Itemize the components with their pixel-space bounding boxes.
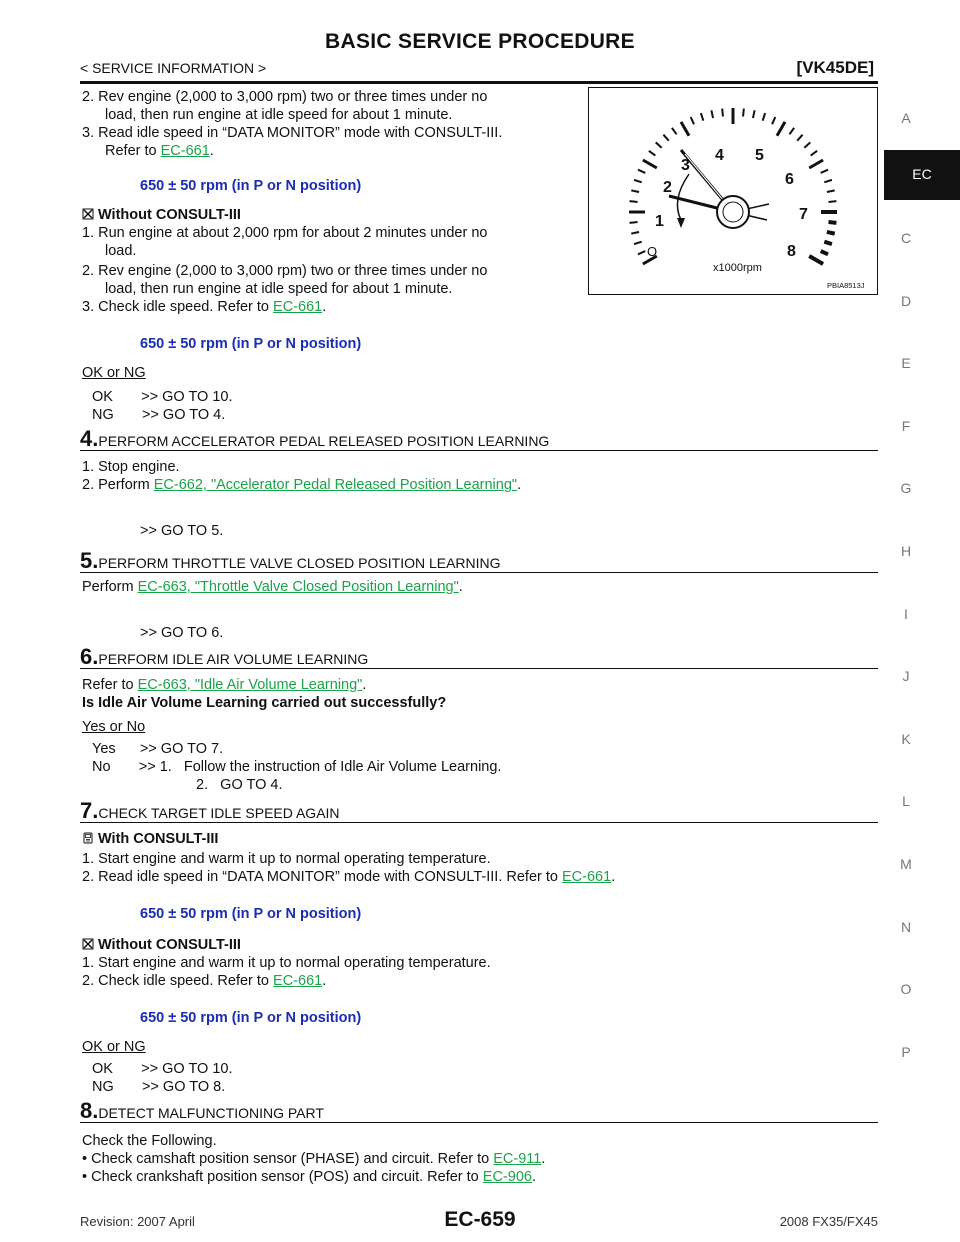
link-ec-911[interactable]: EC-911 (493, 1151, 542, 1167)
step5-goto: >> GO TO 6. (140, 625, 224, 641)
tick-label-6: 6 (785, 171, 794, 188)
gauge-tick (711, 110, 713, 118)
tachometer-figure (588, 87, 878, 295)
sidebar-item-k[interactable]: K (901, 730, 911, 747)
gauge-tick (824, 242, 832, 244)
step5-line1: Perform EC-663, "Throttle Valve Closed Position Learning". (82, 579, 463, 595)
step3-w1b: load. (105, 243, 137, 259)
result-no-sub: 2. GO TO 4. (196, 777, 283, 793)
link-ec-906[interactable]: EC-906 (482, 1169, 532, 1185)
link-ec-661[interactable]: EC-661 (562, 869, 612, 885)
model-code: [VK45DE] (796, 58, 874, 77)
gauge-tick (681, 122, 689, 136)
tick-label-0: O (647, 244, 658, 259)
with-consult-heading: With CONSULT-III (82, 830, 218, 848)
breadcrumb: < SERVICE INFORMATION > (80, 60, 267, 76)
step7-heading: 7.CHECK TARGET IDLE SPEED AGAIN (80, 798, 878, 823)
result-ng: NG >> GO TO 4. (92, 407, 226, 423)
gauge-tick (809, 256, 823, 264)
gauge-tick (797, 135, 802, 141)
gauge-tick (722, 109, 723, 117)
spec-idle-speed: 650 ± 50 rpm (in P or N position) (140, 336, 362, 352)
step4-line2: 2. Perform EC-662, "Accelerator Pedal Released Position Learning". (82, 477, 522, 493)
step8-bullet2: • Check crankshaft position sensor (POS) and circuit. Refer to EC-906. (82, 1169, 536, 1185)
tick-label-8: 8 (787, 243, 796, 260)
result-ok: OK >> GO TO 10. (92, 389, 233, 405)
sidebar-item-g[interactable]: G (900, 480, 912, 497)
gauge-tick (701, 113, 703, 121)
step4-heading: 4.PERFORM ACCELERATOR PEDAL RELEASED POSITION LEARNING (80, 426, 878, 451)
sidebar-tab-ec[interactable] (884, 150, 960, 200)
gauge-tick (691, 117, 694, 124)
sidebar-item-l[interactable]: L (902, 793, 910, 810)
gauge-tick (672, 128, 677, 134)
step4-line1: 1. Stop engine. (82, 459, 180, 475)
gauge-tick (630, 201, 638, 202)
sidebar-item-m[interactable]: M (900, 856, 912, 872)
result-ok: OK >> GO TO 10. (92, 1061, 233, 1077)
step3-line2b: load, then run engine at idle speed for about 1 minute. (105, 107, 453, 123)
step3-w2a: 2. Rev engine (2,000 to 3,000 rpm) two or three times under no (82, 263, 488, 279)
step3-line2a: 2. Rev engine (2,000 to 3,000 rpm) two or three times under no (82, 89, 488, 105)
header-rule (80, 81, 878, 84)
ok-ng-label: OK or NG (82, 365, 146, 381)
without-consult-heading: Without CONSULT-III (82, 936, 241, 954)
step5-heading: 5.PERFORM THROTTLE VALVE CLOSED POSITION LEARNING (80, 548, 878, 573)
gauge-tick (763, 113, 765, 121)
gauge-tick (634, 242, 642, 244)
spec-idle-speed: 650 ± 50 rpm (in P or N position) (140, 906, 362, 922)
footer-revision: Revision: 2007 April (80, 1214, 195, 1229)
gauge-tick (656, 142, 662, 147)
step7-w1: 1. Start engine and warm it up to normal operating temperature. (82, 955, 491, 971)
tachometer-gauge (589, 88, 877, 294)
no-consult-icon (82, 208, 94, 220)
figure-code: PBIA8513J (827, 281, 865, 290)
consult-tool-icon (82, 832, 94, 844)
sidebar-item-o[interactable]: O (900, 981, 912, 998)
step3-w3: 3. Check idle speed. Refer to EC-661. (82, 299, 327, 315)
sidebar-item-j[interactable]: J (902, 668, 910, 685)
gauge-tick (631, 232, 639, 234)
gauge-tick (828, 222, 836, 223)
gauge-tick (663, 135, 668, 141)
sidebar-item-d[interactable]: D (900, 292, 912, 309)
step6-heading: 6.PERFORM IDLE AIR VOLUME LEARNING (80, 644, 878, 669)
step6-question: Is Idle Air Volume Learning carried out successfully? (82, 695, 447, 711)
step3-line3b: Refer to EC-661. (105, 143, 214, 159)
gauge-tick (743, 109, 744, 117)
page-number: EC-659 (444, 1208, 516, 1231)
step3-line3a: 3. Read idle speed in “DATA MONITOR” mode with CONSULT-III. (82, 125, 503, 141)
gauge-tick (821, 170, 828, 173)
sidebar-item-i[interactable]: I (904, 605, 908, 622)
step7-w2: 2. Check idle speed. Refer to EC-661. (82, 973, 327, 989)
link-ec-662[interactable]: EC-662, "Accelerator Pedal Released Position Learning" (153, 477, 518, 493)
gauge-tick (772, 117, 775, 124)
sidebar-item-c[interactable]: C (900, 230, 912, 246)
link-ec-661[interactable]: EC-661 (160, 143, 210, 159)
step8-heading: 8.DETECT MALFUNCTIONING PART (80, 1098, 878, 1123)
link-ec-661[interactable]: EC-661 (273, 973, 323, 989)
step3-w1a: 1. Run engine at about 2,000 rpm for about 2 minutes under no (82, 225, 488, 241)
sidebar-item-n[interactable]: N (900, 918, 912, 935)
link-ec-661[interactable]: EC-661 (273, 299, 323, 315)
link-ec-663-throttle[interactable]: EC-663, "Throttle Valve Closed Position Learning" (137, 579, 459, 595)
gauge-unit: x1000rpm (713, 262, 762, 274)
gauge-tick (643, 160, 657, 168)
step4-goto: >> GO TO 5. (140, 523, 224, 539)
result-yes: Yes >> GO TO 7. (92, 741, 224, 757)
sidebar-item-p[interactable]: P (901, 1043, 911, 1060)
tick-label-4: 4 (715, 147, 724, 164)
gauge-tick (631, 190, 639, 192)
step8-bullet1: • Check camshaft position sensor (PHASE) and circuit. Refer to EC-911. (82, 1151, 546, 1167)
gauge-tick (634, 180, 642, 182)
sidebar-item-e[interactable]: E (901, 355, 911, 372)
gauge-tick (811, 151, 817, 156)
gauge-tick (777, 122, 785, 136)
yes-no-label: Yes or No (82, 719, 146, 735)
gauge-tick (638, 170, 645, 173)
link-ec-663-idle-air[interactable]: EC-663, "Idle Air Volume Learning" (137, 677, 363, 693)
gauge-tick (824, 180, 832, 182)
step6-line1: Refer to EC-663, "Idle Air Volume Learning". (82, 677, 367, 693)
gauge-tick (827, 232, 835, 234)
gauge-tick (630, 222, 638, 223)
sidebar-tab-label: EC (912, 166, 932, 182)
spec-idle-speed: 650 ± 50 rpm (in P or N position) (140, 178, 362, 194)
step3-w2b: load, then run engine at idle speed for about 1 minute. (105, 281, 453, 297)
gauge-tick (638, 251, 645, 254)
footer-model: 2008 FX35/FX45 (779, 1214, 878, 1229)
step7-c2: 2. Read idle speed in “DATA MONITOR” mode with CONSULT-III. Refer to EC-661. (82, 869, 616, 885)
tick-label-2: 2 (663, 179, 672, 196)
sidebar-item-h[interactable]: H (900, 543, 912, 559)
gauge-tick (789, 128, 794, 134)
gauge-tick (827, 190, 835, 192)
tick-label-1: 1 (655, 213, 664, 230)
sidebar-item-f[interactable]: F (901, 417, 911, 434)
sidebar-item-a[interactable]: A (901, 110, 911, 126)
without-consult-heading: Without CONSULT-III (82, 206, 241, 224)
gauge-tick (804, 142, 810, 147)
gauge-tick (809, 160, 823, 168)
no-consult-icon (82, 938, 94, 950)
step7-c1: 1. Start engine and warm it up to normal operating temperature. (82, 851, 491, 867)
tick-label-7: 7 (799, 206, 808, 223)
gauge-tick (753, 110, 755, 118)
page-title: BASIC SERVICE PROCEDURE (325, 30, 635, 53)
step8-intro: Check the Following. (82, 1133, 217, 1149)
gauge-tick (828, 201, 836, 202)
gauge-tick (821, 251, 828, 254)
gauge-tick (649, 151, 655, 156)
spec-idle-speed: 650 ± 50 rpm (in P or N position) (140, 1010, 362, 1026)
tick-label-3: 3 (681, 157, 690, 174)
result-no: No >> 1. Follow the instruction of Idle Air Volume Learning. (92, 759, 502, 775)
tick-label-5: 5 (755, 147, 764, 164)
result-ng: NG >> GO TO 8. (92, 1079, 226, 1095)
ok-ng-label: OK or NG (82, 1039, 146, 1055)
